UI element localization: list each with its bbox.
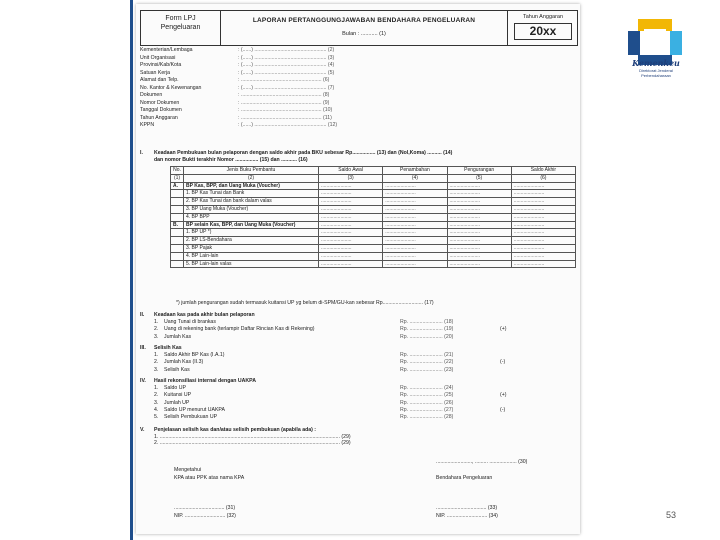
table-colnum-row bbox=[171, 174, 576, 182]
item-number: 4. bbox=[154, 406, 159, 413]
amount-cell: ...................... bbox=[383, 244, 447, 252]
section3-item bbox=[140, 367, 576, 374]
identity-label: No. Kantor & Kewenangan bbox=[140, 84, 202, 91]
section2-number: II. bbox=[140, 312, 145, 318]
row-number bbox=[171, 205, 184, 213]
amount-cell: ...................... bbox=[447, 182, 511, 190]
logo-name: Kemenkeu bbox=[632, 58, 680, 68]
section4-heading bbox=[140, 378, 576, 385]
indent bbox=[140, 334, 154, 341]
item-amount: Rp. ....................... (22) bbox=[400, 359, 454, 366]
row-number: B. bbox=[171, 221, 184, 229]
item-number: 1. bbox=[154, 385, 159, 392]
section-1-number: I. bbox=[140, 150, 143, 156]
section-2 bbox=[140, 312, 576, 341]
col-header-no: No. bbox=[171, 167, 184, 175]
col-num: (5) bbox=[447, 174, 511, 182]
col-header-saldo-awal: Saldo Awal bbox=[319, 167, 383, 175]
amount-cell: ...................... bbox=[319, 190, 383, 198]
item-label: Saldo Akhir BP Kas (I.A.1) bbox=[164, 352, 225, 359]
signature-approve-label: Mengetahui bbox=[174, 467, 202, 473]
row-number bbox=[171, 260, 184, 268]
row-number bbox=[171, 229, 184, 237]
indent bbox=[140, 367, 154, 374]
report-month: Bulan : ........... (1) bbox=[342, 31, 386, 38]
amount-cell: ...................... bbox=[383, 182, 447, 190]
identity-row bbox=[140, 85, 440, 93]
identity-row bbox=[140, 70, 440, 78]
col-header-jenis: Jenis Buku Pembantu bbox=[184, 167, 319, 175]
item-operator bbox=[500, 414, 512, 421]
identity-value: : (......) .................................................. (2) bbox=[238, 47, 335, 53]
indent bbox=[140, 400, 154, 407]
item-number: 3. bbox=[154, 366, 159, 373]
item-number: 3. bbox=[154, 399, 159, 406]
item-number: 1. bbox=[154, 319, 159, 326]
amount-cell: ...................... bbox=[383, 229, 447, 237]
section3-item bbox=[140, 359, 576, 366]
row-number: A. bbox=[171, 182, 184, 190]
row-number bbox=[171, 237, 184, 245]
section4-item bbox=[140, 414, 576, 421]
table-header-row bbox=[171, 167, 576, 175]
signature-left-name: ................................... (31) bbox=[174, 505, 236, 511]
identity-label: KPPN bbox=[140, 122, 155, 128]
item-label: Uang di rekening bank (terlampir Daftar Rincian Kas di Rekening) bbox=[164, 326, 315, 333]
amount-cell: ...................... bbox=[511, 237, 575, 245]
item-operator bbox=[500, 319, 512, 326]
amount-cell: ...................... bbox=[319, 213, 383, 221]
item-amount: Rp. ....................... (18) bbox=[400, 319, 454, 326]
table-row-group-b bbox=[171, 221, 576, 229]
col-num: (3) bbox=[319, 174, 383, 182]
identity-value: : ........................................................ (9) bbox=[238, 99, 330, 106]
amount-cell: ...................... bbox=[447, 244, 511, 252]
identity-label: Alamat dan Telp. bbox=[140, 77, 179, 83]
amount-cell: ...................... bbox=[319, 244, 383, 252]
section-5-title: Penjelasan selisih kas dan/atau selisih pembukuan (apabila ada) : bbox=[154, 427, 317, 433]
section3-item bbox=[140, 352, 576, 359]
table-row-group-a bbox=[171, 182, 576, 190]
amount-cell: ...................... bbox=[511, 190, 575, 198]
amount-cell: ...................... bbox=[383, 260, 447, 268]
table-row bbox=[171, 229, 576, 237]
table-footnote: *) jumlah pengurangan sudah termasuk kuitansi UP yg belum di-SPM/GU-kan sebesar Rp............................ (17) bbox=[176, 300, 434, 306]
page-number: 53 bbox=[666, 510, 677, 520]
item-label: Jumlah UP bbox=[164, 399, 190, 406]
row-label: 3. BP Pajak bbox=[184, 244, 319, 252]
signature-left-nip: NIP. ............................ (32) bbox=[174, 513, 236, 519]
table-row bbox=[171, 244, 576, 252]
row-label: 2. BP LS-Bendahara bbox=[184, 237, 319, 245]
amount-cell: ...................... bbox=[447, 252, 511, 260]
section-5-number: V. bbox=[140, 427, 145, 433]
amount-cell: ...................... bbox=[319, 229, 383, 237]
section-1-line2: dan nomor Bukti terakhir Nomor ................ (15) dan ........... (16) bbox=[154, 156, 308, 163]
table-row bbox=[171, 260, 576, 268]
form-header bbox=[140, 10, 578, 46]
amount-cell: ...................... bbox=[447, 221, 511, 229]
signature-right-name: ................................... (33) bbox=[436, 505, 498, 511]
item-amount: Rp. ....................... (26) bbox=[400, 399, 454, 406]
identity-value: : ........................................................ (6) bbox=[238, 77, 330, 83]
item-label: Selisih Kas bbox=[164, 366, 190, 373]
identity-row bbox=[140, 107, 440, 115]
amount-cell: ...................... bbox=[447, 213, 511, 221]
table-row bbox=[171, 237, 576, 245]
table-row bbox=[171, 205, 576, 213]
item-number: 5. bbox=[154, 413, 159, 420]
row-number bbox=[171, 252, 184, 260]
amount-cell: ...................... bbox=[383, 213, 447, 221]
item-operator: (+) bbox=[500, 392, 507, 399]
identity-row bbox=[140, 122, 440, 130]
identity-label: Dokumen bbox=[140, 92, 163, 98]
indent bbox=[140, 392, 154, 399]
section2-heading bbox=[140, 312, 576, 319]
item-number: 1. bbox=[154, 352, 159, 359]
section3-title: Selisih Kas bbox=[154, 345, 182, 351]
section2-title: Keadaan kas pada akhir bulan pelaporan bbox=[154, 312, 255, 318]
logo-subtitle: Direktorat Jenderal Perbendaharaan bbox=[639, 68, 673, 78]
amount-cell: ...................... bbox=[319, 260, 383, 268]
col-header-saldo-akhir: Saldo Akhir bbox=[511, 167, 575, 175]
section-1-line1: Keadaan Pembukuan bulan pelaporan dengan saldo akhir pada BKU sebesar Rp................ (13) dan (Nol,Koma) .......... (14) bbox=[154, 150, 453, 156]
item-operator bbox=[500, 400, 512, 407]
col-num: (6) bbox=[511, 174, 575, 182]
amount-cell: ...................... bbox=[383, 205, 447, 213]
identity-value: : ........................................................ (11) bbox=[238, 114, 332, 121]
signature-place-date: ........................., ......... ................... (30) bbox=[436, 459, 528, 465]
section3-heading bbox=[140, 345, 576, 352]
col-num: (2) bbox=[184, 174, 319, 182]
identity-row bbox=[140, 47, 440, 55]
row-number bbox=[171, 213, 184, 221]
identity-row bbox=[140, 92, 440, 100]
item-number: 3. bbox=[154, 333, 159, 340]
identity-label: Tahun Anggaran bbox=[140, 114, 178, 121]
row-label: 5. BP Lain-lain valas bbox=[184, 260, 319, 268]
identity-value: : (......) .................................................. (7) bbox=[238, 84, 335, 91]
amount-cell: ...................... bbox=[511, 260, 575, 268]
item-operator: (-) bbox=[500, 359, 506, 366]
row-label: 3. BP Uang Muka (Voucher) bbox=[184, 205, 319, 213]
amount-cell: ...................... bbox=[447, 198, 511, 206]
amount-cell: ...................... bbox=[511, 252, 575, 260]
item-label: Jumlah Kas (II.3) bbox=[164, 359, 204, 366]
identity-row bbox=[140, 55, 440, 63]
signature-right-nip: NIP. ............................ (34) bbox=[436, 513, 498, 519]
item-number: 2. bbox=[154, 326, 159, 333]
indent bbox=[140, 319, 154, 326]
section-1 bbox=[140, 150, 576, 163]
amount-cell: ...................... bbox=[383, 190, 447, 198]
indent bbox=[140, 352, 154, 359]
item-amount: Rp. ....................... (24) bbox=[400, 385, 454, 392]
amount-cell: ...................... bbox=[511, 213, 575, 221]
identity-row bbox=[140, 115, 440, 123]
item-label: Uang Tunai di brankas bbox=[164, 319, 216, 326]
amount-cell: ...................... bbox=[511, 205, 575, 213]
amount-cell: ...................... bbox=[447, 237, 511, 245]
item-operator: (-) bbox=[500, 406, 506, 413]
item-amount: Rp. ....................... (28) bbox=[400, 413, 454, 420]
amount-cell: ...................... bbox=[319, 182, 383, 190]
identity-block bbox=[140, 47, 440, 130]
item-number: 2. bbox=[154, 359, 159, 366]
year-value: 20xx bbox=[514, 23, 572, 40]
form-code: Form LPJ bbox=[165, 15, 196, 22]
report-title: LAPORAN PERTANGGUNGJAWABAN BENDAHARA PENGELUARAN bbox=[252, 17, 476, 24]
amount-cell: ...................... bbox=[447, 205, 511, 213]
row-label: BP selain Kas, BPP, dan Uang Muka (Voucher) bbox=[184, 221, 319, 229]
item-label: Jumlah Kas bbox=[164, 333, 192, 340]
indent bbox=[140, 407, 154, 414]
section2-item bbox=[140, 326, 576, 333]
section4-item bbox=[140, 400, 576, 407]
section2-item bbox=[140, 319, 576, 326]
col-header-penambahan: Penambahan bbox=[383, 167, 447, 175]
amount-cell: ...................... bbox=[319, 198, 383, 206]
section3-number: III. bbox=[140, 345, 146, 351]
amount-cell: ...................... bbox=[511, 198, 575, 206]
item-amount: Rp. ....................... (19) bbox=[400, 326, 454, 333]
amount-cell: ...................... bbox=[447, 190, 511, 198]
identity-row bbox=[140, 100, 440, 108]
identity-label: Satuan Kerja bbox=[140, 69, 170, 76]
table-row bbox=[171, 190, 576, 198]
identity-label: Nomor Dokumen bbox=[140, 99, 180, 106]
item-operator bbox=[500, 367, 512, 374]
table-row bbox=[171, 252, 576, 260]
amount-cell: ...................... bbox=[383, 198, 447, 206]
item-label: Saldo UP bbox=[164, 385, 186, 392]
row-label: 1. BP Kas Tunai dan Bank bbox=[184, 190, 319, 198]
signature-left-title: KPA atau PPK atas nama KPA bbox=[174, 475, 245, 481]
col-header-pengurangan: Pengurangan bbox=[447, 167, 511, 175]
indent bbox=[140, 414, 154, 421]
row-label: 4. BP Lain-lain bbox=[184, 252, 319, 260]
row-label: 2. BP Kas Tunai dan bank dalam valas bbox=[184, 198, 319, 206]
row-number bbox=[171, 244, 184, 252]
item-amount: Rp. ....................... (21) bbox=[400, 352, 454, 359]
identity-value: : (......) .................................................. (12) bbox=[238, 122, 338, 128]
indent bbox=[140, 326, 154, 333]
col-num: (1) bbox=[171, 174, 184, 182]
section-5 bbox=[140, 427, 576, 447]
identity-value: : (......) .................................................. (5) bbox=[238, 69, 335, 76]
amount-cell: ...................... bbox=[511, 221, 575, 229]
item-operator: (+) bbox=[500, 326, 507, 333]
table-row bbox=[171, 198, 576, 206]
identity-row bbox=[140, 62, 440, 70]
item-number: 2. bbox=[154, 392, 159, 399]
row-label: 4. BP BPP bbox=[184, 213, 319, 221]
amount-cell: ...................... bbox=[383, 221, 447, 229]
amount-cell: ...................... bbox=[511, 182, 575, 190]
section-4 bbox=[140, 378, 576, 421]
amount-cell: ...................... bbox=[447, 260, 511, 268]
col-num: (4) bbox=[383, 174, 447, 182]
identity-label: Unit Organisasi bbox=[140, 54, 176, 61]
amount-cell: ...................... bbox=[511, 229, 575, 237]
year-label: Tahun Anggaran bbox=[522, 14, 564, 20]
identity-label: Provinsi/Kab/Kota bbox=[140, 62, 182, 68]
identity-label: Tanggal Dokumen bbox=[140, 107, 182, 113]
row-label: BP Kas, BPP, dan Uang Muka (Voucher) bbox=[184, 182, 319, 190]
amount-cell: ...................... bbox=[383, 237, 447, 245]
amount-cell: ...................... bbox=[319, 221, 383, 229]
section4-item bbox=[140, 407, 576, 414]
left-accent-bar bbox=[130, 0, 133, 540]
item-operator bbox=[500, 334, 512, 341]
amount-cell: ...................... bbox=[447, 229, 511, 237]
amount-cell: ...................... bbox=[511, 244, 575, 252]
identity-value: : ........................................................ (10) bbox=[238, 107, 333, 113]
title-box bbox=[221, 11, 507, 45]
signature-right-title: Bendahara Pengeluaran bbox=[436, 475, 493, 481]
identity-label: Kementerian/Lembaga bbox=[140, 47, 193, 53]
identity-value: : ........................................................ (8) bbox=[238, 92, 330, 98]
identity-row bbox=[140, 77, 440, 85]
year-box bbox=[507, 11, 578, 45]
amount-cell: ...................... bbox=[319, 205, 383, 213]
item-label: Kuitansi UP bbox=[164, 392, 192, 399]
item-label: Saldo UP menurut UAKPA bbox=[164, 406, 225, 413]
section4-item bbox=[140, 385, 576, 392]
amount-cell: ...................... bbox=[319, 237, 383, 245]
indent bbox=[140, 359, 154, 366]
section-5-line2: 2. ............................................................................................................................. (29) bbox=[154, 440, 351, 446]
section4-title: Hasil rekonsiliasi internal dengan UAKPA bbox=[154, 378, 256, 384]
section4-number: IV. bbox=[140, 378, 146, 384]
section2-item bbox=[140, 334, 576, 341]
identity-value: : (......) .................................................. (3) bbox=[238, 54, 335, 61]
section-5-line1: 1. ............................................................................................................................. (29) bbox=[154, 433, 351, 440]
indent bbox=[140, 385, 154, 392]
item-amount: Rp. ....................... (23) bbox=[400, 366, 454, 373]
row-number bbox=[171, 198, 184, 206]
table-row bbox=[171, 213, 576, 221]
lpj-form-document bbox=[136, 4, 580, 534]
item-label: Selisih Pembukuan UP bbox=[164, 413, 218, 420]
row-number bbox=[171, 190, 184, 198]
form-code-sub: Pengeluaran bbox=[160, 23, 201, 31]
item-amount: Rp. ....................... (20) bbox=[400, 333, 454, 340]
buku-pembantu-table bbox=[170, 166, 576, 268]
identity-value: : (......) .................................................. (4) bbox=[238, 62, 335, 68]
row-label: 1. BP UP *) bbox=[184, 229, 319, 237]
section-3 bbox=[140, 345, 576, 374]
item-operator bbox=[500, 352, 512, 359]
item-amount: Rp. ....................... (27) bbox=[400, 406, 454, 413]
form-code-box bbox=[141, 11, 221, 45]
amount-cell: ...................... bbox=[319, 252, 383, 260]
item-operator bbox=[500, 385, 512, 392]
item-amount: Rp. ....................... (25) bbox=[400, 392, 454, 399]
amount-cell: ...................... bbox=[383, 252, 447, 260]
section4-item bbox=[140, 392, 576, 399]
